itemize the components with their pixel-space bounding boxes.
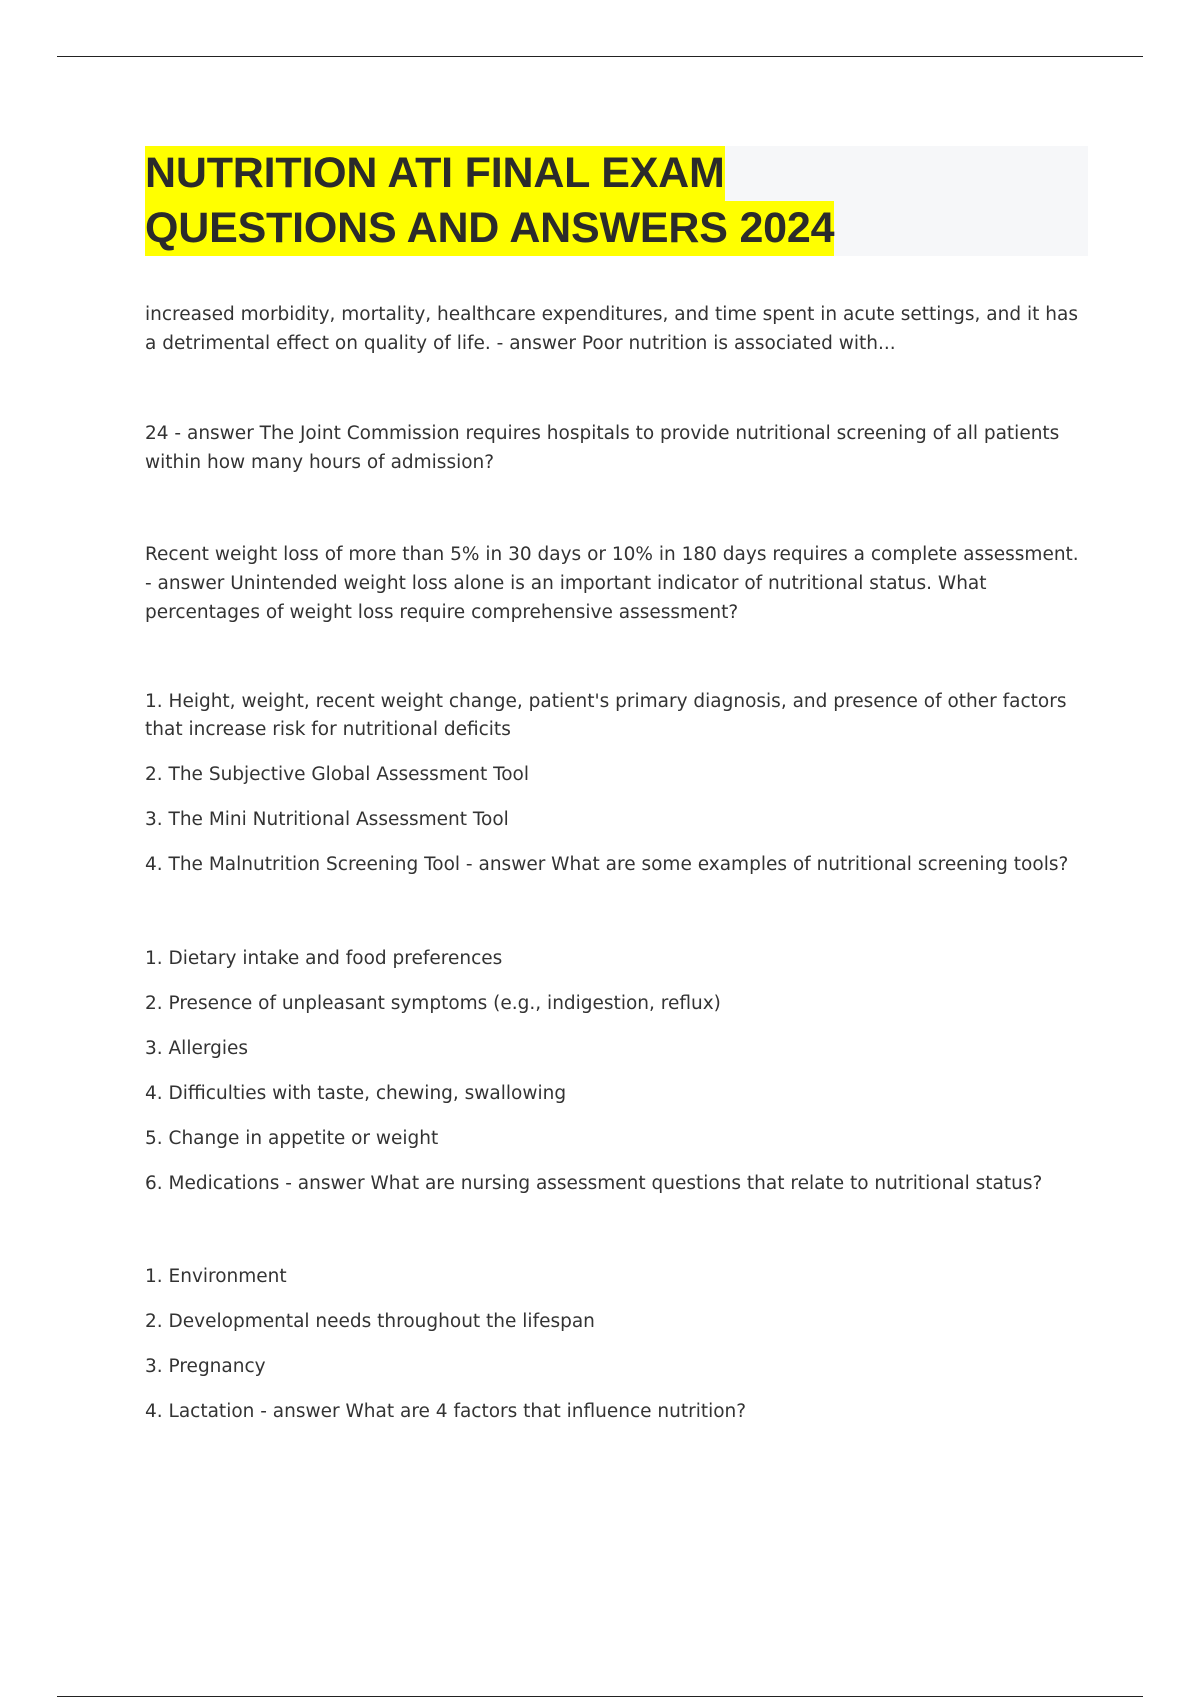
bottom-rule [57, 1696, 1143, 1697]
list-item: 1. Environment [145, 1266, 287, 1287]
qa-entry-assessment-questions [145, 945, 1085, 1263]
document-title-line-2: QUESTIONS AND ANSWERS 2024 [145, 201, 834, 256]
qa-list [145, 688, 1085, 879]
qa-list [145, 945, 1085, 1198]
qa-entry-joint-commission [145, 419, 1085, 540]
list-item: 4. The Malnutrition Screening Tool - answer What are some examples of nutritional screening tools? [145, 854, 1069, 875]
title-row-1 [145, 146, 1088, 201]
qa-entry-poor-nutrition [145, 300, 1085, 419]
list-item: 5. Change in appetite or weight [145, 1128, 439, 1149]
list-item: 3. The Mini Nutritional Assessment Tool [145, 809, 509, 830]
top-rule [57, 56, 1143, 57]
list-item: 2. Developmental needs throughout the lifespan [145, 1311, 595, 1332]
list-item: 4. Difficulties with taste, chewing, swallowing [145, 1083, 567, 1104]
title-row-2 [145, 201, 1088, 256]
qa-text: increased morbidity, mortality, healthcare expenditures, and time spent in acute settings, and it has a detrimental effect on quality of life. - answer Poor nutrition is associated with... [145, 304, 1078, 354]
qa-text: Recent weight loss of more than 5% in 30 days or 10% in 180 days requires a complete assessment. - answer Unintended weight loss alone is an important indicator of nutritional status. What percentages of weight loss require comprehensive assessment? [145, 544, 1079, 623]
qa-entry-screening-tools [145, 688, 1085, 945]
list-item: 3. Allergies [145, 1038, 249, 1059]
list-item: 6. Medications - answer What are nursing assessment questions that relate to nutritional status? [145, 1173, 1043, 1194]
qa-text: 24 - answer The Joint Commission requires hospitals to provide nutritional screening of all patients within how many hours of admission? [145, 423, 1060, 473]
qa-list [145, 1263, 1085, 1426]
qa-entry-influence-factors [145, 1263, 1085, 1426]
list-item: 1. Height, weight, recent weight change, patient's primary diagnosis, and presence of other factors that increase risk for nutritional deficits [145, 691, 1067, 740]
qa-entry-weight-loss [145, 540, 1085, 688]
document-title-line-1: NUTRITION ATI FINAL EXAM [145, 146, 725, 201]
qa-content [145, 300, 1085, 1426]
list-item: 3. Pregnancy [145, 1356, 266, 1377]
list-item: 4. Lactation - answer What are 4 factors that influence nutrition? [145, 1401, 747, 1422]
list-item: 2. Presence of unpleasant symptoms (e.g., indigestion, reflux) [145, 993, 721, 1014]
list-item: 2. The Subjective Global Assessment Tool [145, 764, 530, 785]
title-block [145, 146, 1088, 256]
list-item: 1. Dietary intake and food preferences [145, 948, 503, 969]
